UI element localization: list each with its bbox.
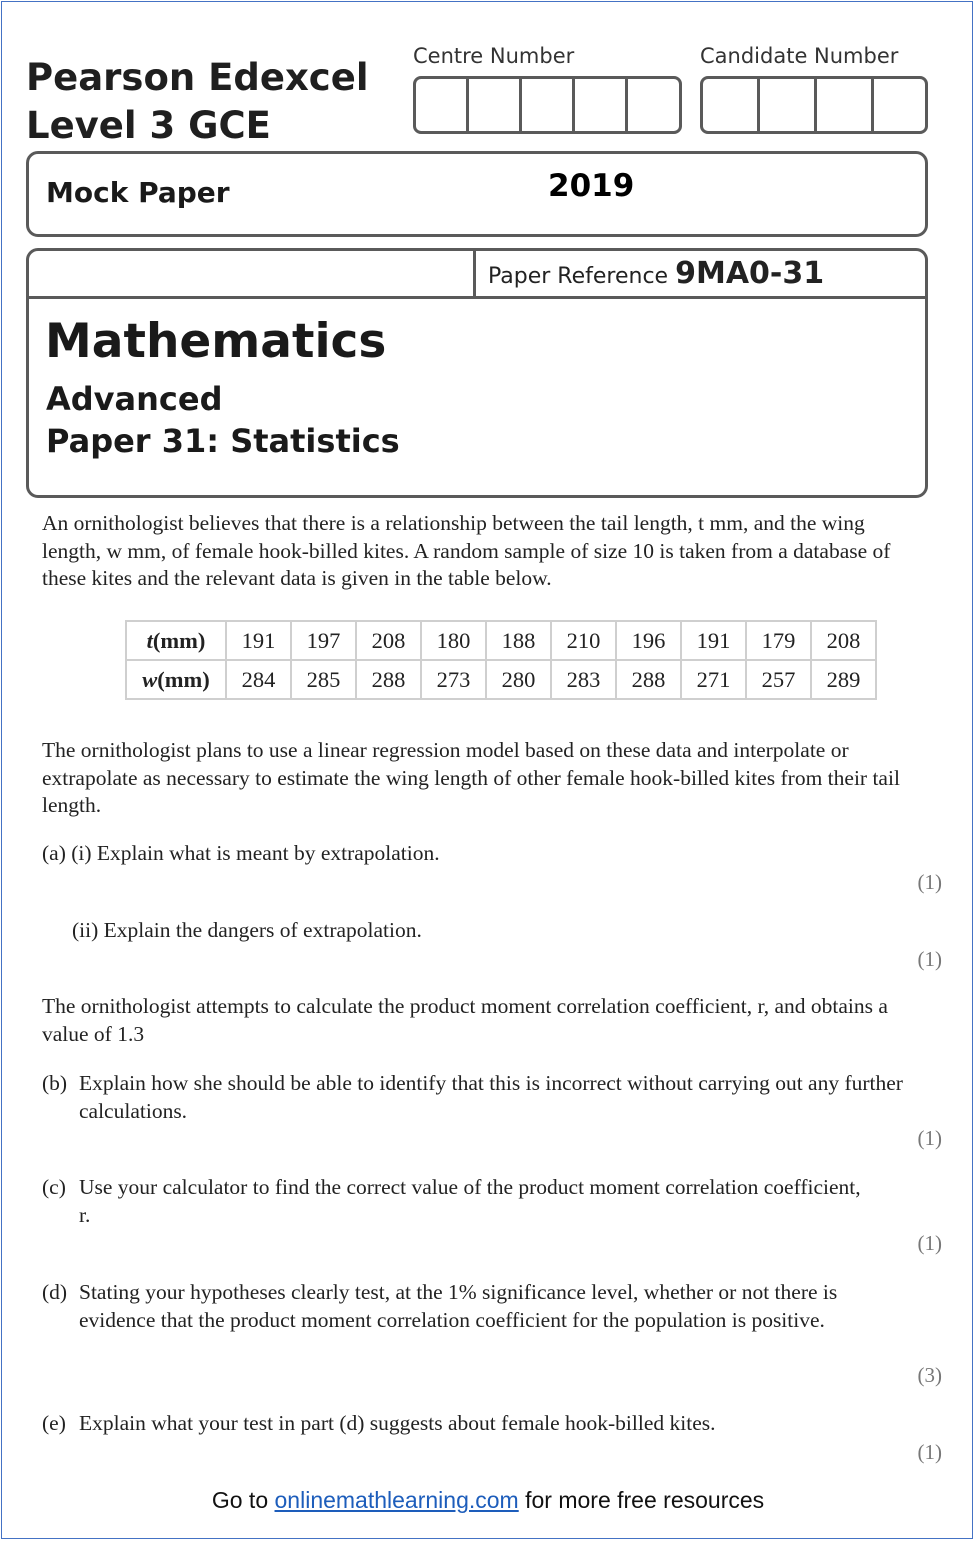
part-d-label: (d): [42, 1280, 68, 1304]
marks-e: (1): [917, 1440, 942, 1464]
row-header-w: w(mm): [126, 660, 226, 699]
marks-a-i: (1): [917, 870, 942, 894]
model-description: The ornithologist plans to use a linear regression model based on these data and interpolate or extrapolate as necessary to estimate the wing length of other female hook-billed kites from their tail length.: [42, 738, 900, 817]
centre-digit-box[interactable]: [416, 79, 469, 131]
table-cell: 210: [551, 621, 616, 660]
footer-suffix: for more free resources: [518, 1487, 765, 1513]
part-d: Stating your hypotheses clearly test, at the 1% significance level, whether or not there is evidence that the product moment correlation coefficient for the population is positive.: [79, 1280, 838, 1332]
question-intro: An ornithologist believes that there is a relationship between the tail length, t mm, and the wing length, w mm, of female hook-billed kites. A random sample of size 10 is taken from a database of these kites and the relevant data is given in the table below.: [42, 511, 891, 590]
paper-level: Advanced: [46, 380, 223, 418]
mock-paper-label: Mock Paper: [46, 176, 230, 209]
table-cell: 180: [421, 621, 486, 660]
table-row: [126, 621, 876, 660]
centre-digit-box[interactable]: [628, 79, 679, 131]
table-cell: 191: [681, 621, 746, 660]
part-e: Explain what your test in part (d) suggests about female hook-billed kites.: [79, 1411, 716, 1435]
row-header-t: t(mm): [126, 621, 226, 660]
table-cell: 285: [291, 660, 356, 699]
part-c: Use your calculator to find the correct value of the product moment correlation coefficient, r.: [79, 1175, 861, 1227]
part-e-label: (e): [42, 1411, 66, 1435]
centre-digit-box[interactable]: [469, 79, 522, 131]
exam-board-name: Pearson Edexcel: [26, 56, 369, 99]
table-cell: 208: [356, 621, 421, 660]
table-cell: 271: [681, 660, 746, 699]
table-cell: 288: [356, 660, 421, 699]
marks-d: (3): [917, 1363, 942, 1387]
qualification-level: Level 3 GCE: [26, 104, 271, 147]
data-table: [125, 620, 877, 700]
candidate-digit-box[interactable]: [817, 79, 874, 131]
part-b-label: (b): [42, 1071, 68, 1095]
candidate-digit-box[interactable]: [874, 79, 925, 131]
paper-title: Paper 31: Statistics: [46, 422, 400, 460]
candidate-digit-box[interactable]: [760, 79, 817, 131]
centre-digit-box[interactable]: [522, 79, 575, 131]
marks-b: (1): [917, 1126, 942, 1150]
table-cell: 280: [486, 660, 551, 699]
centre-number-label: Centre Number: [413, 44, 575, 68]
pmcc-statement: The ornithologist attempts to calculate the product moment correlation coefficient, r, and obtains a value of 1.3: [42, 994, 888, 1046]
table-cell: 289: [811, 660, 876, 699]
candidate-number-label: Candidate Number: [700, 44, 899, 68]
centre-number-boxes[interactable]: [413, 76, 682, 134]
table-cell: 284: [226, 660, 291, 699]
divider: [29, 296, 925, 299]
table-cell: 197: [291, 621, 356, 660]
part-a-i: (a) (i) Explain what is meant by extrapolation.: [42, 841, 440, 865]
table-cell: 283: [551, 660, 616, 699]
candidate-digit-box[interactable]: [703, 79, 760, 131]
table-cell: 179: [746, 621, 811, 660]
paper-reference-code: 9MA0-31: [675, 256, 825, 291]
table-cell: 288: [616, 660, 681, 699]
part-c-label: (c): [42, 1175, 66, 1199]
centre-digit-box[interactable]: [575, 79, 628, 131]
divider: [473, 251, 476, 298]
exam-board: [26, 54, 369, 150]
marks-a-ii: (1): [917, 947, 942, 971]
marks-c: (1): [917, 1231, 942, 1255]
subject-title: Mathematics: [45, 314, 387, 369]
table-cell: 191: [226, 621, 291, 660]
table-cell: 196: [616, 621, 681, 660]
table-cell: 208: [811, 621, 876, 660]
table-cell: 188: [486, 621, 551, 660]
footer-prefix: Go to: [211, 1487, 275, 1513]
table-cell: 257: [746, 660, 811, 699]
part-b: Explain how she should be able to identify that this is incorrect without carrying out any further calculations.: [79, 1071, 903, 1123]
paper-reference-label: Paper Reference: [488, 264, 669, 289]
table-cell: 273: [421, 660, 486, 699]
paper-year: 2019: [548, 168, 635, 204]
table-row: [126, 660, 876, 699]
paper-reference: [488, 256, 824, 291]
footer: [0, 1487, 976, 1514]
resource-link[interactable]: onlinemathlearning.com: [274, 1487, 519, 1513]
candidate-number-boxes[interactable]: [700, 76, 928, 134]
part-a-ii: (ii) Explain the dangers of extrapolation.: [72, 918, 422, 942]
